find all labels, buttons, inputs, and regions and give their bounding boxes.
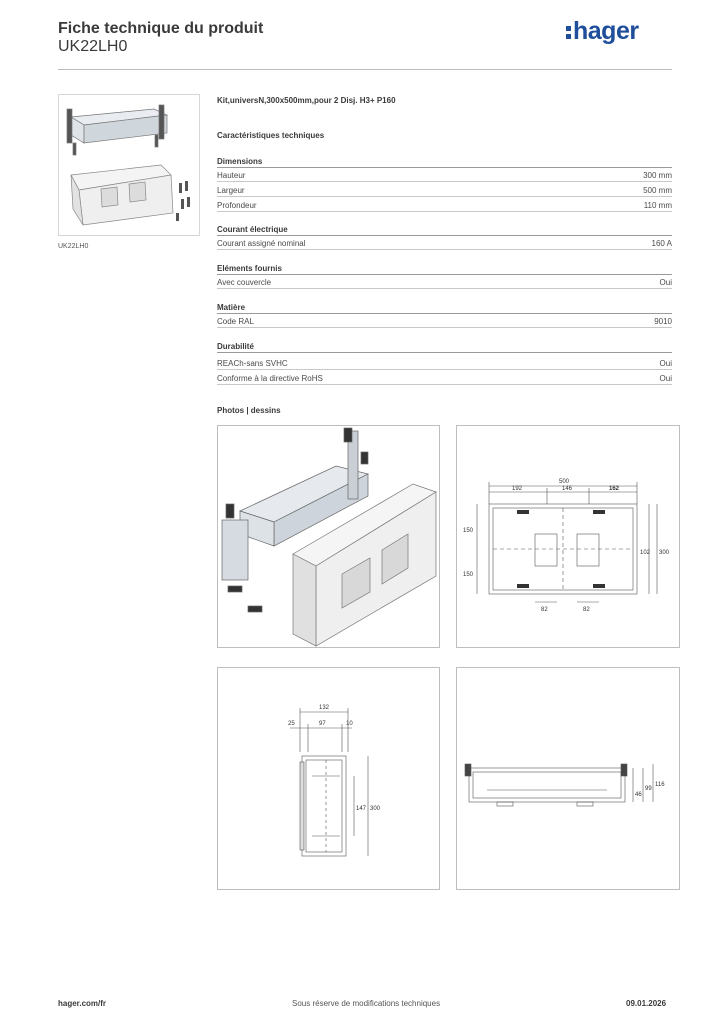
page-title: Fiche technique du produit [58, 20, 264, 37]
footer-disclaimer: Sous réserve de modifications techniques [292, 999, 441, 1008]
dim-height-label: 300 [659, 550, 670, 556]
drawing-bottom-dimensions [456, 667, 680, 890]
spec-value: 300 mm [643, 171, 672, 180]
spec-value: 110 mm [643, 201, 672, 210]
spec-label: Code RAL [217, 317, 254, 326]
dim-d1-label: 82 [541, 607, 548, 613]
spec-label: REACh-sans SVHC [217, 359, 288, 368]
spec-row [217, 317, 672, 328]
header-divider [58, 69, 672, 70]
spec-value: 9010 [654, 317, 672, 326]
spec-row [217, 201, 672, 212]
bottom-a-label: 46 [635, 792, 642, 798]
dim-b-label: 146 [562, 486, 573, 492]
footer-website: hager.com/fr [58, 999, 107, 1008]
product-name: Kit,universN,300x500mm,pour 2 Disj. H3+ P160 [217, 96, 396, 105]
section-dimensions-title: Dimensions [217, 157, 672, 168]
section-durabilite-title: Durabilité [217, 342, 672, 353]
dim-c-label: 162 [609, 486, 620, 492]
spec-label: Hauteur [217, 171, 246, 180]
product-reference: UK22LH0 [58, 38, 128, 55]
photos-heading: Photos | dessins [217, 406, 281, 415]
section-elements-title: Eléments fournis [217, 264, 672, 275]
thumbnail-cover-icon [71, 165, 173, 225]
section-courant-title: Courant électrique [217, 225, 672, 236]
side-c-label: 10 [346, 721, 353, 727]
spec-value: 160 A [651, 239, 672, 248]
spec-label: Conforme à la directive RoHS [217, 374, 323, 383]
side-h1-label: 147 [356, 806, 367, 812]
dim-h1-label: 150 [463, 528, 474, 534]
spec-value: 500 mm [643, 186, 672, 195]
side-a-label: 25 [288, 721, 295, 727]
dim-width-label: 500 [559, 479, 570, 485]
dim-h3-label: 102 [640, 550, 651, 556]
characteristics-heading: Caractéristiques techniques [217, 131, 325, 140]
thumbnail-caption: UK22LH0 [58, 243, 89, 250]
spec-row [217, 278, 672, 289]
dim-d2-label: 82 [583, 607, 590, 613]
spec-label: Profondeur [217, 201, 257, 210]
logo-text: hager [573, 17, 639, 45]
spec-value: Oui [659, 278, 672, 287]
spec-row [217, 374, 672, 385]
spec-row [217, 171, 672, 182]
spec-label: Avec couvercle [217, 278, 272, 287]
spec-label: Largeur [217, 186, 245, 195]
spec-value: Oui [659, 374, 672, 383]
hager-logo [566, 17, 639, 46]
logo-dots-icon [566, 22, 572, 42]
spec-row [217, 186, 672, 197]
thumbnail-pins-icon [176, 181, 190, 221]
footer-date: 09.01.2026 [626, 999, 667, 1008]
spec-row [217, 239, 672, 250]
spec-label: Courant assigné nominal [217, 239, 306, 248]
bottom-c-label: 116 [655, 782, 665, 788]
spec-row [217, 359, 672, 370]
dim-a-label: 192 [512, 486, 523, 492]
product-thumbnail [58, 94, 200, 236]
drawing-front-dimensions [456, 425, 680, 648]
drawing-side-dimensions [217, 667, 440, 890]
side-height-label: 300 [370, 806, 381, 812]
side-b-label: 97 [319, 721, 326, 727]
spec-value: Oui [659, 359, 672, 368]
dim-h2-label: 150 [463, 572, 474, 578]
thumbnail-rail-icon [67, 105, 167, 155]
photo-product-exploded [217, 425, 440, 648]
bottom-b-label: 99 [645, 786, 652, 792]
section-matiere-title: Matière [217, 303, 672, 314]
side-width-label: 132 [319, 705, 330, 711]
